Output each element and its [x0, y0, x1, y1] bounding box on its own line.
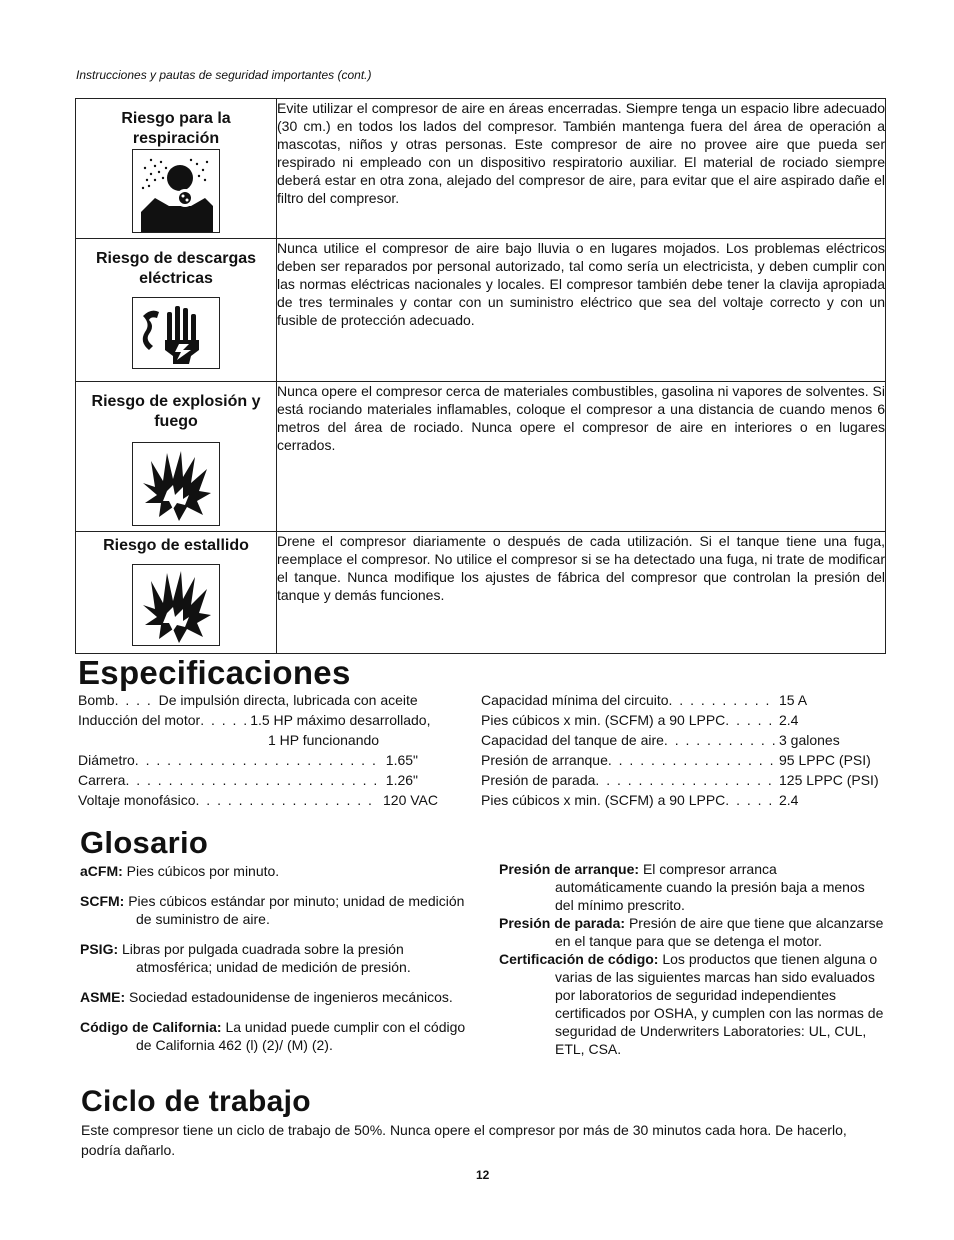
spec-row: Bomb . . . De impulsión directa, lubricada con aceite: [78, 690, 460, 710]
hazard-description: Drene el compresor diariamente o después de cada utilización. Si el tanque tiene una fuga, reemplace el compresor. No utilice el compresor si se ha detectado una fuga, ni trate de modificar el tanque. Nunca modifique los ajustes de fábrica del compresor que controlan la presión del tanque y demás funciones.: [277, 532, 886, 654]
spec-row: Diámetro . . . 1.65": [78, 750, 418, 770]
hazard-description: Evite utilizar el compresor de aire en áreas encerradas. Siempre tenga un espacio libre adecuado (30 cm.) en todos los lados del compresor. También mantenga fuera del área de operación a mascotas, niños y otras personas. Este compresor de aire no provee aire que pueda ser respirado ni empleado con un dispositivo respiratorio auxiliar. El material de rociado siempre deberá estar en otra zona, alejado del compresor de aire, para evitar que el aire aspirado dañe el filtro del compresor.: [277, 99, 886, 239]
glossary-right-column: [499, 860, 887, 1058]
hazard-row-explosion: [76, 382, 886, 532]
spec-row: Capacidad mínima del circuito . . . 15 A: [481, 690, 821, 710]
spec-row: Presión de arranque . . . 95 LPPC (PSI): [481, 750, 881, 770]
specs-right-column: [481, 690, 891, 810]
glossary-item: aCFM: Pies cúbicos por minuto.: [80, 863, 280, 879]
hazard-label-cell: [76, 382, 277, 532]
electric-shock-icon: [132, 297, 220, 369]
hazard-title: Riesgo de estallido: [103, 537, 249, 554]
specs-left-column: [78, 690, 460, 810]
hazard-row-breathing: [76, 99, 886, 239]
glossary-left-column: [80, 862, 470, 1066]
duty-cycle-text: Este compresor tiene un ciclo de trabajo de 50%. Nunca opere el compresor por más de 30 minutos cada hora. De hacerlo, podría dañarlo.: [81, 1122, 847, 1158]
glossary-item: SCFM: Pies cúbicos estándar por minuto; unidad de medición de suministro de aire.: [80, 893, 465, 927]
hazard-title: Riesgo de descargas eléctricas: [95, 250, 257, 287]
glossary-item: Presión de arranque: El compresor arranca automáticamente cuando la presión baja a menos del mínimo prescrito.: [499, 861, 865, 913]
spec-row: Voltaje monofásico . . . 120 VAC: [78, 790, 438, 810]
spec-row: Pies cúbicos x min. (SCFM) a 90 LPPC . . . 2.4: [481, 710, 821, 730]
hazard-title: Riesgo de explosión y fuego: [91, 393, 261, 430]
glossary-item: Código de California: La unidad puede cumplir con el código de California 462 (l) (2)/ (M) (2).: [80, 1019, 466, 1053]
spec-row: Capacidad del tanque de aire . . . 3 galones: [481, 730, 845, 750]
glossary-item: ASME: Sociedad estadounidense de ingenieros mecánicos.: [80, 989, 453, 1005]
glossary-item: Certificación de código: Los productos que tienen alguna o varias de las siguientes marcas han sido evaluados por laboratorios de seguridad independientes certificados por OSHA, y cumplen con las normas de seguridad de Underwriters Laboratories: UL, CUL, ETL, CSA.: [499, 951, 884, 1057]
hazard-title: Riesgo para la respiración: [121, 110, 231, 147]
hazard-row-electric: [76, 239, 886, 382]
glossary-item: Presión de parada: Presión de aire que tiene que alcanzarse en el tanque para que se detenga el motor.: [499, 915, 884, 949]
burst-hazard-icon: [132, 564, 220, 646]
hazard-description: Nunca utilice el compresor de aire bajo lluvia o en lugares mojados. Los problemas eléctricos deben ser reparados por personal autorizado, tal como sería un electricista, y deben cumplir con las normas eléctricas nacionales y locales. El compresor también debe tener la clavija apropiada de tres terminales y contar con un suministro eléctrico que sea del voltaje correcto y con un fusible de protección adecuado.: [277, 239, 886, 382]
breathing-hazard-icon: [132, 149, 220, 233]
running-head: Instrucciones y pautas de seguridad importantes (cont.): [76, 68, 372, 82]
safety-hazards-table: [75, 98, 886, 654]
spec-row: Carrera . . . 1.26": [78, 770, 418, 790]
spec-row: Presión de parada . . . 125 LPPC (PSI): [481, 770, 887, 790]
spec-row: Pies cúbicos x min. (SCFM) a 90 LPPC . . . 2.4: [481, 790, 821, 810]
page-number: 12: [476, 1168, 490, 1182]
duty-cycle-heading: Ciclo de trabajo: [81, 1085, 311, 1118]
spec-row-continued: 1 HP funcionando: [268, 732, 380, 748]
hazard-label-cell: [76, 99, 277, 239]
hazard-label-cell: [76, 532, 277, 654]
specifications-heading: Especificaciones: [78, 654, 351, 691]
explosion-fire-icon: [132, 442, 220, 526]
hazard-row-burst: [76, 532, 886, 654]
hazard-label-cell: [76, 239, 277, 382]
hazard-description: Nunca opere el compresor cerca de materiales combustibles, gasolina ni vapores de solventes. Si está rociando materiales inflamables, coloque el compresor a una distancia de cuando menos 6 metros del área de rociado. Nunca opere el compresor de aire en interiores o en lugares cerrados.: [277, 382, 886, 532]
spec-row: Inducción del motor . . . 1.5 HP máximo desarrollado,: [78, 710, 460, 730]
glossary-heading: Glosario: [80, 825, 209, 860]
glossary-item: PSIG: Libras por pulgada cuadrada sobre la presión atmosférica; unidad de medición de presión.: [80, 941, 411, 975]
